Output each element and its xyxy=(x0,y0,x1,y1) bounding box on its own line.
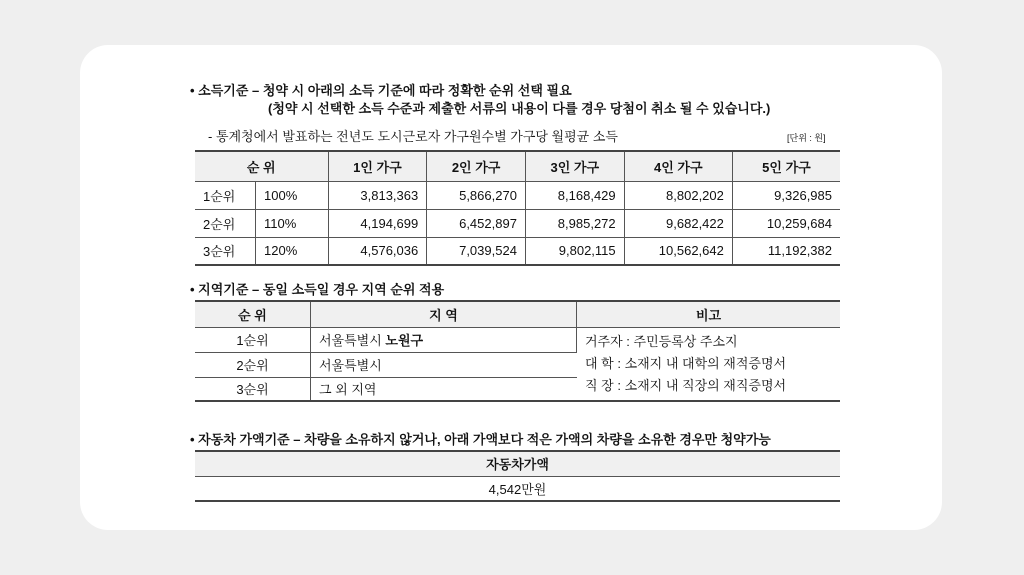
cell: 3,813,363 xyxy=(328,181,427,209)
car-table xyxy=(195,450,840,502)
table-row xyxy=(195,209,840,237)
cell: 1순위 xyxy=(195,181,256,209)
header-2: 2인 가구 xyxy=(427,151,526,181)
cell: 5,866,270 xyxy=(427,181,526,209)
cell: 4,194,699 xyxy=(328,209,427,237)
income-subtitle: - 통계청에서 발표하는 전년도 도시근로자 가구원수별 가구당 월평균 소득 xyxy=(208,129,618,144)
cell: 9,682,422 xyxy=(624,209,732,237)
car-title: • 자동차 가액기준 – 차량을 소유하지 않거나, 아래 가액보다 적은 가액의 차량을 소유한 경우만 청약가능 xyxy=(190,432,771,447)
income-title: • 소득기준 – 청약 시 아래의 소득 기준에 따라 정확한 순위 선택 필요 xyxy=(190,83,572,98)
cell: 4,576,036 xyxy=(328,237,427,265)
cell: 11,192,382 xyxy=(732,237,840,265)
cell: 110% xyxy=(256,209,329,237)
cell: 10,562,642 xyxy=(624,237,732,265)
header-3: 3인 가구 xyxy=(525,151,624,181)
unit-label: [단위 : 원] xyxy=(787,133,826,143)
table-row xyxy=(195,181,840,209)
remarks-cell xyxy=(577,327,841,401)
cell: 1순위 xyxy=(195,327,311,352)
cell: 2순위 xyxy=(195,352,311,377)
cell: 6,452,897 xyxy=(427,209,526,237)
header-4: 4인 가구 xyxy=(624,151,732,181)
income-note: (청약 시 선택한 소득 수준과 제출한 서류의 내용이 다를 경우 당첨이 취소 될 수 있습니다.) xyxy=(268,101,771,116)
cell: 2순위 xyxy=(195,209,256,237)
cell: 8,168,429 xyxy=(525,181,624,209)
income-table xyxy=(195,150,840,266)
remark: 대 학 : 소재지 내 대학의 재적증명서 xyxy=(585,355,787,371)
header-5: 5인 가구 xyxy=(732,151,840,181)
cell: 7,039,524 xyxy=(427,237,526,265)
cell: 3순위 xyxy=(195,377,311,401)
cell: 9,326,985 xyxy=(732,181,840,209)
remark: 거주자 : 주민등록상 주소지 xyxy=(585,333,738,349)
cell: 9,802,115 xyxy=(525,237,624,265)
region-title: • 지역기준 – 동일 소득일 경우 지역 순위 적용 xyxy=(190,282,445,297)
cell: 10,259,684 xyxy=(732,209,840,237)
table-row xyxy=(195,237,840,265)
cell: 그 외 지역 xyxy=(311,377,577,401)
region-city: 서울특별시 xyxy=(319,333,386,348)
region-table xyxy=(195,300,840,402)
remark: 직 장 : 소재지 내 직장의 재직증명서 xyxy=(585,377,787,393)
car-value: 4,542만원 xyxy=(195,476,840,501)
cell: 3순위 xyxy=(195,237,256,265)
header-region: 지 역 xyxy=(311,301,577,327)
cell: 8,985,272 xyxy=(525,209,624,237)
cell: 100% xyxy=(256,181,329,209)
header-1: 1인 가구 xyxy=(328,151,427,181)
header-remarks: 비고 xyxy=(577,301,841,327)
region-district: 노원구 xyxy=(385,333,424,348)
table-row xyxy=(195,327,840,352)
header-car-value: 자동차가액 xyxy=(195,451,840,476)
cell: 서울특별시 xyxy=(311,352,577,377)
header-rank: 순 위 xyxy=(195,301,311,327)
cell: 8,802,202 xyxy=(624,181,732,209)
cell xyxy=(311,327,577,352)
header-rank: 순 위 xyxy=(195,151,328,181)
cell: 120% xyxy=(256,237,329,265)
